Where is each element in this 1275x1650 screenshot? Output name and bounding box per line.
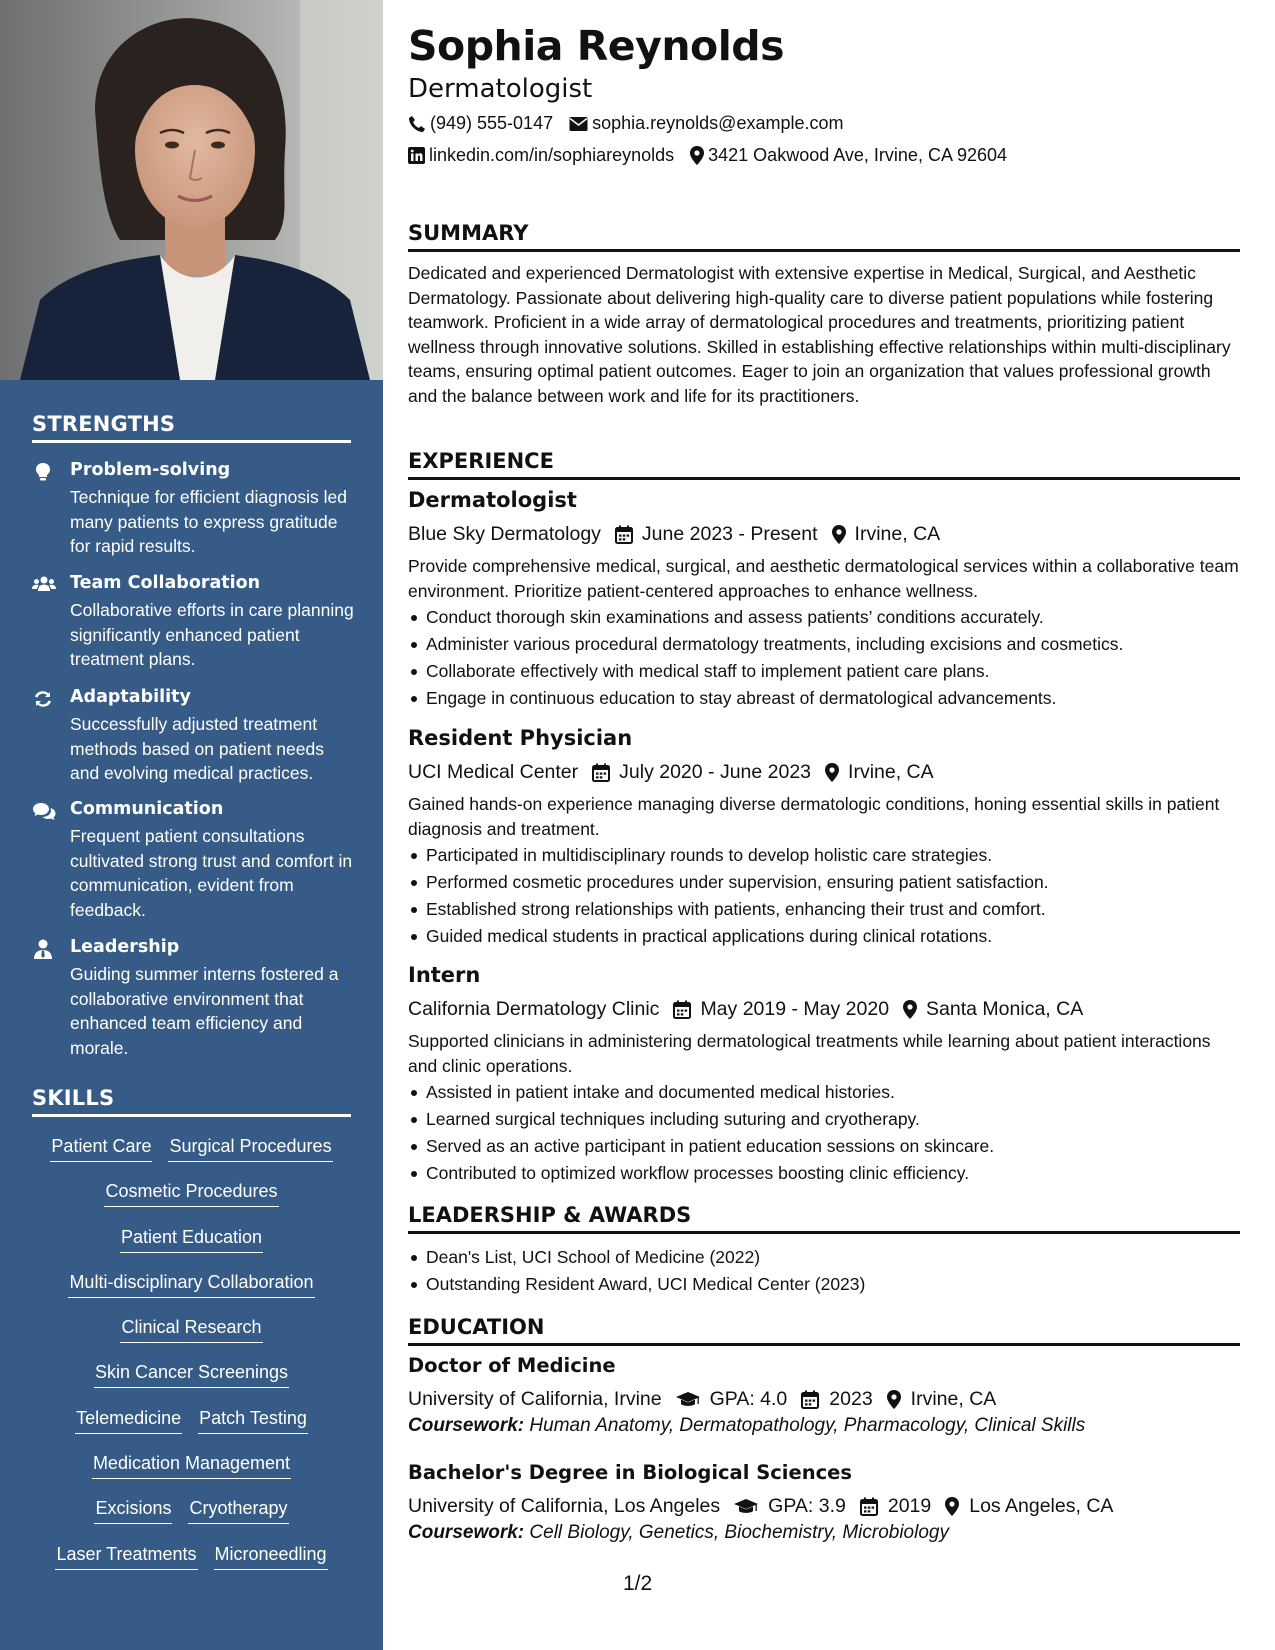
contact-row [408,113,860,134]
coursework-text: Cell Biology, Genetics, Biochemistry, Microbiology [529,1522,949,1543]
job-meta [408,993,1240,1025]
map-marker-icon [832,525,846,544]
skill-tag: Excisions [94,1498,172,1524]
job-location-wrap [832,523,941,546]
job-location-wrap [903,998,1083,1021]
job-bullets [408,1079,1240,1186]
edu-location-wrap [945,1495,1113,1518]
email[interactable] [569,113,843,134]
bullet-item: Performed cosmetic procedures under supervision, ensuring patient satisfaction. [408,869,1240,896]
job-dates: July 2020 - June 2023 [619,760,812,783]
summary-heading: SUMMARY [408,221,1240,252]
map-marker-icon [690,146,704,165]
skill-row [32,1408,351,1453]
job-company: UCI Medical Center [408,760,579,783]
strength-title: Team Collaboration [70,573,261,593]
skill-tag: Medication Management [92,1453,291,1479]
edu-degree: Bachelor's Degree in Biological Sciences [408,1461,852,1484]
job-location: Irvine, CA [854,522,941,545]
skill-row [32,1317,351,1362]
job-description: Gained hands-on experience managing diverse dermatologic conditions, honing essential skills in patient diagnosis and treatment. [408,794,1220,839]
bullet-item: Collaborate effectively with medical staff to implement patient care plans. [408,658,1240,685]
edu-year: 2023 [829,1388,873,1410]
skill-row [32,1272,351,1317]
strength-title: Leadership [70,937,180,957]
map-marker-icon [945,1497,959,1516]
job-location-wrap [825,761,934,784]
edu-school: University of California, Los Angeles [408,1495,721,1517]
graduation-cap-icon [676,1391,700,1408]
job-bullets [408,842,1240,949]
edu-year-wrap [801,1388,872,1411]
candidate-name: Sophia Reynolds [408,22,784,70]
award-item: Outstanding Resident Award, UCI Medical Center (2023) [408,1271,865,1298]
edu-year-wrap [860,1495,931,1518]
job-company: California Dermatology Clinic [408,997,660,1020]
strength-title: Communication [70,799,224,819]
contact-row [408,145,1023,166]
comments-icon [32,800,56,822]
sidebar [0,0,383,1650]
job-meta [408,756,1240,788]
job-dates-wrap [615,523,818,546]
skill-tag: Patch Testing [198,1408,308,1434]
skills-list [32,1136,351,1589]
strength-item [32,573,354,673]
linkedin-icon [408,147,425,164]
skill-tag: Skin Cancer Screenings [94,1362,289,1388]
strength-desc: Frequent patient consultations cultivated strong trust and comfort in communication, evident from feedback. [70,826,353,920]
job-location: Irvine, CA [848,760,934,783]
skill-tag: Microneedling [214,1544,328,1570]
coursework-label: Coursework: [408,1522,525,1543]
job-dates-wrap [673,998,889,1021]
edu-school: University of California, Irvine [408,1388,662,1410]
skill-row [32,1181,351,1226]
education-entry [408,1461,1240,1552]
skill-tag: Cosmetic Procedures [104,1181,278,1207]
phone-icon [408,115,426,133]
edu-location: Los Angeles, CA [969,1495,1114,1517]
strength-title: Problem-solving [70,460,231,480]
edu-degree: Doctor of Medicine [408,1354,616,1377]
job-entry [408,726,1240,949]
strength-item [32,799,351,924]
map-marker-icon [887,1390,901,1409]
job-location: Santa Monica, CA [926,997,1084,1020]
skill-row [32,1544,351,1589]
calendar-icon [673,1000,691,1019]
address-text: 3421 Oakwood Ave, Irvine, CA 92604 [708,145,1008,165]
edu-coursework [408,1415,1240,1445]
bullet-item: Served as an active participant in patient education sessions on skincare. [408,1133,1240,1160]
edu-meta [408,1384,1240,1415]
job-entry [408,963,1240,1186]
skills-section [32,1086,351,1564]
profile-photo [0,0,383,380]
bullet-item: Engage in continuous education to stay abreast of dermatological advancements. [408,685,1240,712]
bullet-item: Learned surgical techniques including suturing and cryotherapy. [408,1106,1240,1133]
strength-item [32,460,351,560]
job-description: Provide comprehensive medical, surgical, and aesthetic dermatological services within a collaborative team environment. Prioritize patient-centered approaches to enhance wellness. [408,556,1239,601]
skill-tag: Patient Education [120,1227,263,1253]
job-entry [408,488,1240,711]
calendar-icon [592,763,610,782]
skill-row [32,1227,351,1272]
edu-gpa: GPA: 4.0 [709,1388,788,1410]
skill-tag: Surgical Procedures [168,1136,332,1162]
skill-tag: Patient Care [50,1136,152,1162]
skill-row [32,1136,351,1181]
users-icon [32,574,56,596]
strength-item [32,687,351,787]
sync-icon [32,688,54,710]
email-text: sophia.reynolds@example.com [592,113,844,133]
edu-gpa-wrap [676,1388,788,1411]
job-title: Intern [408,963,481,987]
calendar-icon [801,1390,819,1409]
user-tie-icon [32,938,54,960]
coursework-text: Human Anatomy, Dermatopathology, Pharmacology, Clinical Skills [529,1415,1086,1436]
job-title: Resident Physician [408,726,633,750]
awards-heading: LEADERSHIP & AWARDS [408,1203,1240,1234]
strengths-section [32,412,354,1058]
bullet-item: Participated in multidisciplinary rounds to develop holistic care strategies. [408,842,1240,869]
calendar-icon [615,525,633,544]
strengths-heading: STRENGTHS [32,412,351,443]
skill-tag: Cryotherapy [188,1498,288,1524]
bullet-item: Contributed to optimized workflow processes boosting clinic efficiency. [408,1160,1240,1187]
strength-desc: Guiding summer interns fostered a collaborative environment that enhanced team efficiency and morale. [70,964,339,1058]
edu-meta [408,1491,1240,1522]
award-item: Dean's List, UCI School of Medicine (2022) [408,1244,865,1271]
skill-tag: Multi-disciplinary Collaboration [68,1272,314,1298]
skill-tag: Telemedicine [75,1408,182,1434]
strength-item [32,937,351,1062]
envelope-icon [569,116,588,132]
job-description: Supported clinicians in administering dermatological treatments while learning about patient interactions and clinic operations. [408,1031,1211,1076]
job-company: Blue Sky Dermatology [408,522,601,545]
job-dates: June 2023 - Present [641,522,818,545]
coursework-label: Coursework: [408,1415,525,1436]
job-dates: May 2019 - May 2020 [700,997,890,1020]
page-number: 1/2 [623,1572,653,1595]
bullet-item: Administer various procedural dermatology treatments, including excisions and cosmetics. [408,631,1240,658]
phone[interactable] [408,113,553,134]
skills-heading: SKILLS [32,1086,351,1117]
education-entry [408,1354,1240,1445]
candidate-title: Dermatologist [408,74,593,104]
strength-desc: Successfully adjusted treatment methods based on patient needs and evolving medical practices. [70,714,324,783]
edu-year: 2019 [887,1495,932,1517]
skill-row [32,1498,351,1543]
strength-desc: Collaborative efforts in care planning significantly enhanced patient treatment plans. [70,600,354,669]
strength-desc: Technique for efficient diagnosis led many patients to express gratitude for rapid results. [70,487,347,556]
job-dates-wrap [592,761,811,784]
strength-title: Adaptability [70,687,191,707]
edu-location: Irvine, CA [910,1388,997,1410]
edu-location-wrap [887,1388,997,1411]
job-bullets [408,604,1240,711]
address [690,145,1007,166]
edu-coursework [408,1522,1240,1552]
lightbulb-icon [32,461,54,483]
bullet-item: Guided medical students in practical applications during clinical rotations. [408,923,1240,950]
job-title: Dermatologist [408,488,577,512]
experience-heading: EXPERIENCE [408,449,1240,480]
summary-text: Dedicated and experienced Dermatologist with extensive expertise in Medical, Surgical, and Aesthetic Dermatology. Passionate about delivering high-quality care to diverse patient populations while fostering teamwork. Proficient in a wide array of dermatological procedures and treatments, prioritizing patient wellness through innovative solutions. Skilled in establishing effective relationships within multi-disciplinary teams, ensuring optimal patient outcomes. Eager to join an organization that values professional growth and the balance between work and life for its practitioners. [408,263,1231,406]
skill-tag: Laser Treatments [55,1544,197,1570]
calendar-icon [860,1497,878,1516]
bullet-item: Assisted in patient intake and documented medical histories. [408,1079,1240,1106]
linkedin[interactable] [408,145,674,166]
bullet-item: Conduct thorough skin examinations and assess patients’ conditions accurately. [408,604,1240,631]
map-marker-icon [825,763,839,782]
graduation-cap-icon [734,1498,758,1515]
edu-gpa-wrap [734,1495,846,1518]
job-meta [408,518,1240,550]
map-marker-icon [903,1000,917,1019]
edu-gpa: GPA: 3.9 [768,1495,846,1517]
linkedin-text: linkedin.com/in/sophiareynolds [429,145,675,165]
bullet-item: Established strong relationships with patients, enhancing their trust and comfort. [408,896,1240,923]
skill-tag: Clinical Research [120,1317,262,1343]
education-heading: EDUCATION [408,1315,1240,1346]
skill-row [32,1453,351,1498]
phone-text: (949) 555-0147 [430,113,554,133]
skill-row [32,1362,351,1407]
awards-list [408,1244,865,1298]
